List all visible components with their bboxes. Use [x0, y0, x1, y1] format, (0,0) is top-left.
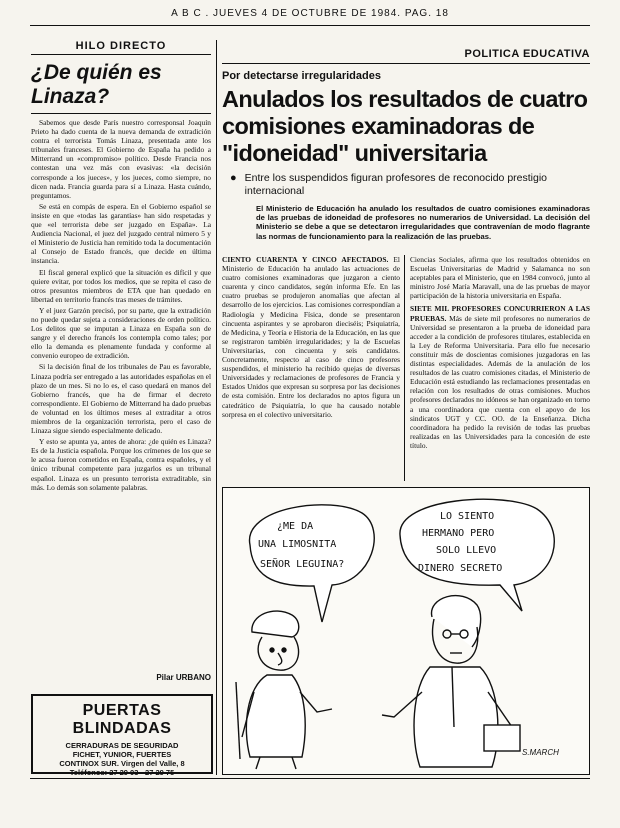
- left-paragraph: Y el juez Garzón precisó, por su parte, que la extradición no puede quedar sujeta a consideraciones de orden político. Los delitos que se imputan a Linaza en España son de sangre y el derecho francés los contempla como tales; por ello la demanda es plenamente fundada y conforme al convenio europeo de extradición.: [31, 305, 211, 361]
- article-column-1-text: El Ministerio de Educación ha anulado las actuaciones de cuatro comisiones examinadoras que juzgaron a ciento cuarenta y cinco candidatos, según informa Efe. En las cuatro pruebas se produjeron anomalías que afectan al desarrollo de los ejercicios. Las comisiones correspondían a Radiología y Medicina Física, donde se presentaron cincuenta aspirantes y se aprobaron dieciséis; Psiquiatría, de Medicina, y Teoría e Historia de la Educación, en las que se registraron también irregularidades; y la de Escuelas Universitarias, con cincuenta y seis candidatos. Concretamente, respecto al caso de cinco profesores suspendidos, el ministerio ha recibido quejas de diversas Universidades y reclamaciones de profesores de Francia y Estados Unidos que expresan su sorpresa por las decisiones de esta comisión. Entre los declarados no aptos figura un catedrático de Psiquiatría, lo que ha causado notable sorpresa en el colectivo universitario.: [222, 255, 400, 419]
- ad-title: PUERTAS BLINDADAS: [72, 702, 172, 737]
- bubble-official-line: LO SIENTO: [440, 511, 495, 522]
- left-paragraph: El fiscal general explicó que la situación es difícil y que quiere evitar, por todos los medios, que se repita el caso de otros presuntos miembros de ETA que han quedado en libertad en territorio francés tras meses de trámites.: [31, 267, 211, 304]
- article-column-1: [222, 255, 400, 481]
- article-column-2-text-2: Más de siete mil profesores no numerarios de Universidad se presentaron a la prueba de idoneidad para acceder a la condición de profesores titulares, establecida en la Ley de Reforma Universitaria. Para ello fue necesario constituir más de doscientas comisiones juzgadoras en las distintas especialidades. Además de la anulación de los resultados de las cuatro comisiones citadas, el Ministerio de Educación está estudiando las reclamaciones presentadas en relación con los resultados de otras comisiones. Muchos profesores declarados no idóneos se han organizado en torno a una coordinadora que cuenta con el apoyo de los sindicatos UGT y CC. OO. de la Enseñanza. Dicha coordinadora ha pedido la revisión de todas las pruebas realizadas en las Universidades para la concesión de este título.: [410, 313, 590, 450]
- bubble-beggar-line: UNA LIMOSNITA: [258, 539, 337, 550]
- left-paragraph: Se está en compás de espera. En el Gobierno español se insiste en que «todas las garantías» han sido respetadas y que «el terrorista debe ser juzgado en España». La Audiencia Nacional, el juez del juzgado central número 5 y el Ministerio de Justicia han remitido toda la documentación al Consejo de Estado francés, que decide en última instancia.: [31, 201, 211, 266]
- bubble-official-line: SOLO LLEVO: [436, 545, 497, 556]
- article-column-2: [410, 255, 590, 481]
- left-column-title: ¿De quién es Linaza?: [31, 61, 162, 108]
- left-paragraph: Sabemos que desde París nuestro corresponsal Joaquín Prieto ha dado cuenta de la nueva demanda de extradición contra el terrorista Tomás Linaza, presentada ante los tribunales franceses. El Gobierno de España ha pedido a Mitterrand un «compromiso» político. Desde Francia nos contestan una vez más con evasivas: «la decisión corresponde a los jueces», y los jueces, como siempre, no dicen nada. Francia guarda para sí a Linaza. Hasta cuándo, preguntamos.: [31, 118, 211, 200]
- left-column: [31, 40, 211, 494]
- ad-line: FICHET, YUNIOR, FUERTES: [72, 750, 172, 759]
- column-divider: [216, 40, 217, 775]
- cartoon: [222, 487, 590, 775]
- ad-line: Teléfonos: 27 29 03 - 27 29 75: [69, 768, 175, 777]
- left-column-signature: Pilar URBANO: [156, 673, 211, 682]
- section-rule: [222, 63, 590, 64]
- article-column-2-text: Ciencias Sociales, afirma que los resultados obtenidos en Escuelas Universitarias de Madrid y Salamanca no son aceptables para el Ministerio, que en 1984 convocó, junto al ministro José María Maravall, una de las pruebas de mayor participación de la historia universitaria en España.: [410, 255, 590, 301]
- left-column-body: [31, 118, 211, 492]
- left-title-underline: [31, 113, 211, 114]
- advertisement-puertas-blindadas: [31, 694, 213, 777]
- left-paragraph: Si la decisión final de los tribunales de Pau es favorable, Linaza podría ser entregado a las autoridades españolas en el plazo de un mes. Si no lo es, el caso quedará en manos del Gobierno francés, que ha de firmar el decreto correspondiente. El Gobierno de Mitterrand ha dado pruebas de voluntad en los últimos meses al extraditar a otros miembros de la organización terrorista, pero el caso de Linaza sigue siendo especialmente delicado.: [31, 362, 211, 436]
- left-paragraph: Y esto se apunta ya, antes de ahora: ¿de quién es Linaza? Es de la Justicia española. Porque los crímenes de los que se le acusa fueron cometidos en España, contra españoles, y el único tribunal competente para juzgarlos es un tribunal español. Linaza es un presunto terrorista extraditable, sin más. Lo demás son solamente palabras.: [31, 437, 211, 492]
- article-subhead-row: [222, 172, 590, 198]
- bubble-official-line: DINERO SECRETO: [418, 563, 503, 574]
- cartoon-artist-signature: S.MARCH: [522, 748, 559, 757]
- ad-line: CONTINOX SUR. Virgen del Valle, 8: [59, 759, 185, 768]
- bubble-beggar-line: SEÑOR LEGUINA?: [260, 559, 345, 570]
- page-bottom-rule: [30, 778, 590, 779]
- article-crosshead-1: CIENTO CUARENTA Y CINCO AFECTADOS.: [222, 255, 389, 264]
- article-crosshead-2: SIETE MIL PROFESORES CONCURRIERON A LAS PRUEBAS.: [410, 304, 590, 323]
- article-column-divider: [404, 255, 405, 481]
- left-title-rule: [31, 54, 211, 55]
- section-title: POLITICA EDUCATIVA: [464, 48, 590, 60]
- ad-line: CERRADURAS DE SEGURIDAD: [65, 741, 179, 750]
- bubble-official-line: HERMANO PERO: [422, 528, 495, 539]
- main-article: [222, 70, 590, 241]
- bullet-icon: ●: [230, 172, 237, 184]
- article-kicker: Por detectarse irregularidades: [222, 70, 381, 82]
- masthead: A B C . JUEVES 4 DE OCTUBRE DE 1984. PAG. 18: [171, 8, 449, 19]
- article-headline: Anulados los resultados de cuatro comisiones examinadoras de "idoneidad" universitaria: [222, 86, 588, 166]
- article-lead: El Ministerio de Educación ha anulado los resultados de cuatro comisiones examinadoras de las pruebas de idoneidad de profesores no numerarios de Universidad. La decisión del Ministerio se debe a que se detectaron irregularidades que contravenían de modo flagrante las normas de funcionamiento para la realización de las pruebas.: [256, 204, 590, 241]
- bubble-beggar-line: ¿ME DA: [277, 521, 314, 532]
- masthead-rule: [30, 25, 590, 26]
- section-label-hilo-directo: HILO DIRECTO: [75, 40, 167, 52]
- article-subhead: Entre los suspendidos figuran profesores de reconocido prestigio internacional: [244, 172, 548, 197]
